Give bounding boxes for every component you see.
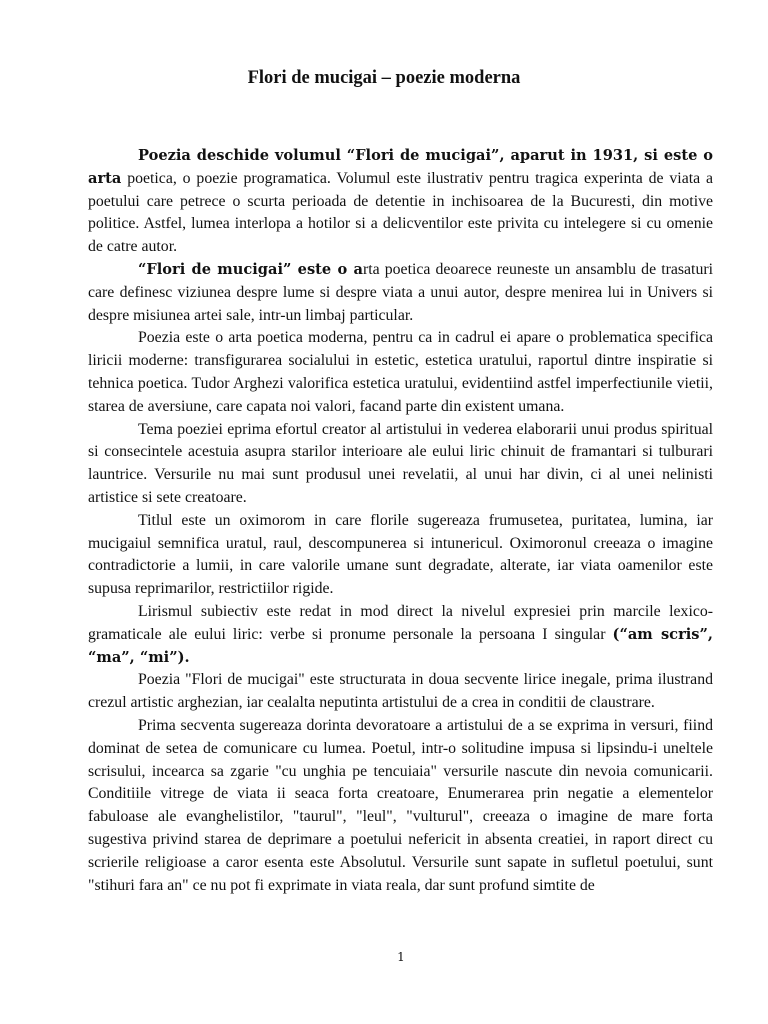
paragraph-8: Prima secventa sugereaza dorinta devoratoare a artistului de a se exprima in versuri, fiind dominat de setea de comunicare cu lumea. Poetul, intr-o solitudine impusa si lipsindu-i uneltele scrisului, incearca sa zgarie "cu unghia pe tencuiaia" versurile nascute din nevoia comunicarii. Conditiile vitrege de viata ii seaca forta creatoare, Enumerarea prin negatie a elementelor fabuloase ale evanghelistilor, "taurul", "leul", "vulturul", creeaza o imagine de mare forta sugestiva privind starea de deprimare a poetului nefericit in absenta creatiei, in raport direct cu scrierile religioase a caror esenta este Absolutul. Versurile sunt sapate in sufletul poetului, sunt "stihuri fara an" ce nu pot fi exprimate in viata reala, dar sunt profund simtite de <box>88 716 713 894</box>
paragraph-lead-bold: Poezia deschide volumul “Flori de mucigai”, aparut in 1931, si este o arta <box>88 147 713 187</box>
paragraph-3: Poezia este o arta poetica moderna, pentru ca in cadrul ei apare o problematica specifica liricii moderne: transfigurarea socialului in estetic, estetica uratului, raportul dintre inspiratie si tehnica poetica. Tudor Arghezi valorifica estetica uratului, evidentiind astfel imperfectiunile vietii, starea de aversiune, care capata noi valori, facand parte din existent umana. <box>88 329 713 415</box>
paragraph-5: Titlul este un oximorom in care florile sugereaza frumusetea, puritatea, lumina, iar mucigaiul semnifica uratul, raul, descompunerea si intunericul. Oximoronul creeaza o imagine contradictorie a lumii, in care valorile umane sunt degradate, alterate, iar viata oamenilor este supusa reprimarilor, restrictiilor rigide. <box>88 511 713 598</box>
paragraph-text: poetica, o poezie programatica. Volumul este ilustrativ pentru tragica experinta de viata a poetului care petrece o scurta perioada de detentie in inchisoarea de la Bucuresti, din motive politice. Astfel, lumea interlopa a hotilor si a delicventilor este privita cu intelegere si cu omenie de catre autor. <box>88 169 713 256</box>
paragraph-4: Tema poeziei eprima efortul creator al artistului in vederea elaborarii unui produs spiritual si consecintele acestuia asupra starilor interioare ale eului liric chinuit de framantari si tulburari launtrice. Versurile nu mai sunt produsul unei revelatii, al unui har divin, ci al unei nelinisti artistice si sete creatoare. <box>88 420 713 506</box>
paragraph-text: Lirismul subiectiv este redat in mod direct la nivelul expresiei prin marcile lexico-gramaticale ale eului liric: verbe si pronume personale la persoana I singular <box>88 602 713 643</box>
paragraph-7: Poezia "Flori de mucigai" este structurata in doua secvente lirice inegale, prima ilustrand crezul artistic arghezian, iar cealalta neputinta artistului de a crea in conditii de claustrare. <box>88 671 713 712</box>
page-number: 1 <box>397 950 405 964</box>
paragraph-1 <box>88 145 713 259</box>
paragraph-lead-bold: “Flori de mucigai” este o a <box>138 260 363 278</box>
paragraph-6 <box>88 601 713 669</box>
paragraph-tail-bold: (“am scris”, “ma”, “mi”). <box>88 625 713 666</box>
document-title: Flori de mucigai – poezie moderna <box>247 68 521 88</box>
paragraph-text: rta poetica deoarece reuneste un ansamblu de trasaturi care definesc viziunea despre lume si despre viata a unui autor, despre menirea lui in Univers si despre misiunea artei sale, intr-un limbaj particular. <box>88 260 713 324</box>
paragraph-2 <box>88 259 713 327</box>
document-body <box>88 145 713 897</box>
